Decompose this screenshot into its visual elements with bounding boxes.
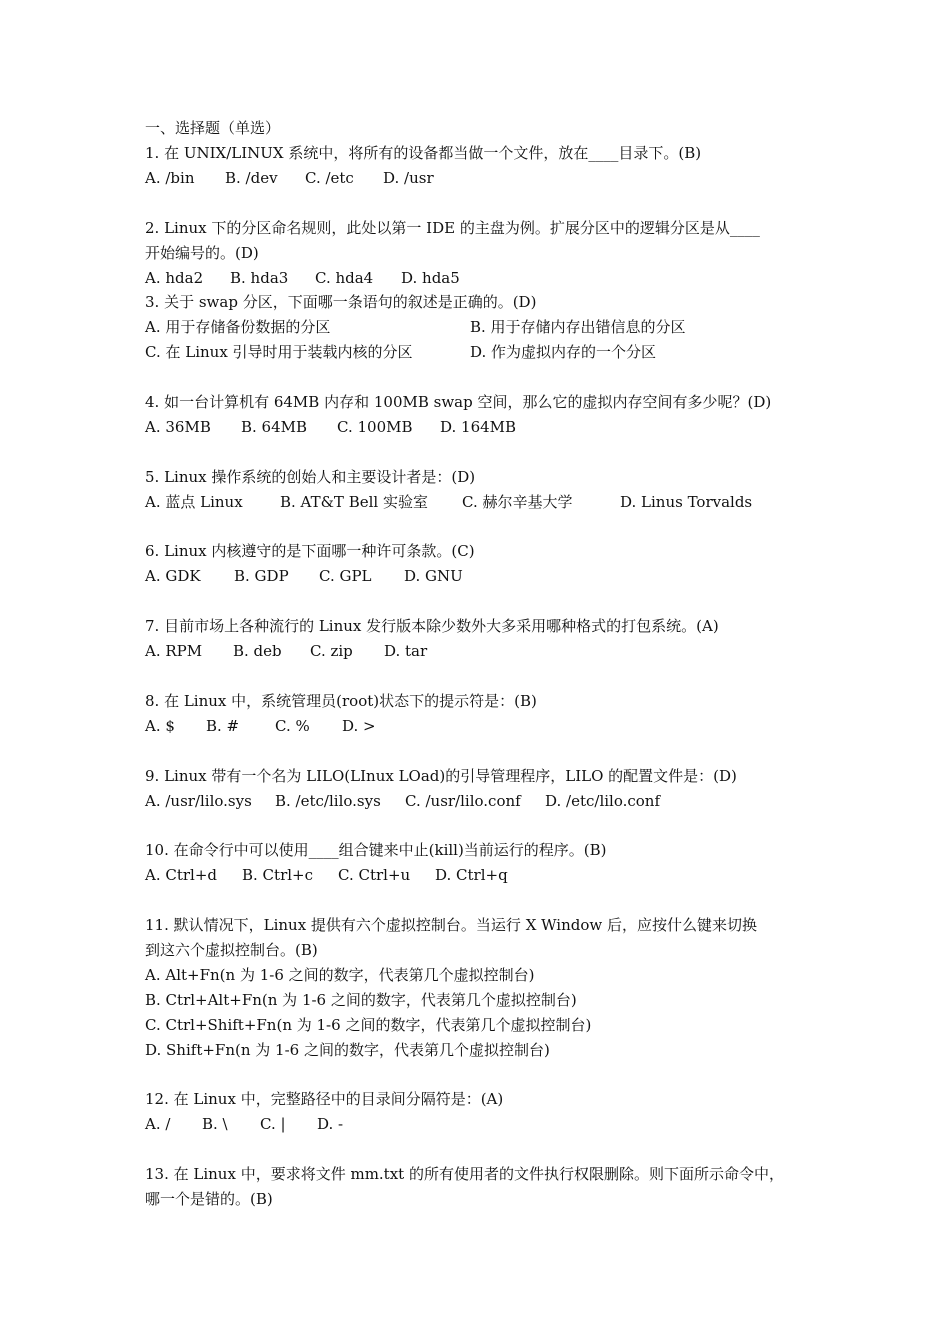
option-a: A. hda2 (145, 269, 204, 287)
question-12-options (145, 1112, 805, 1137)
option-c: C. zip (310, 642, 353, 660)
option-d: D. Ctrl+q (435, 866, 508, 884)
option-d: D. hda5 (401, 269, 460, 287)
option-d: D. /usr (383, 169, 434, 187)
question-2-stem: 2. Linux 下的分区命名规则，此处以第一 IDE 的主盘为例。扩展分区中的逻辑分区是从____ (145, 219, 760, 237)
option-c: C. Ctrl+Shift+Fn(n 为 1-6 之间的数字，代表第几个虚拟控制台) (145, 1016, 592, 1034)
option-d: D. 作为虚拟内存的一个分区 (470, 343, 657, 361)
question-4-options (145, 415, 805, 440)
option-c: C. 100MB (337, 418, 413, 436)
option-c: C. 在 Linux 引导时用于装载内核的分区 (145, 343, 413, 361)
question-13-stem: 哪一个是错的。(B) (145, 1190, 273, 1208)
option-a: A. Ctrl+d (145, 866, 218, 884)
question-1-options (145, 166, 805, 191)
question-5-stem: 5. Linux 操作系统的创始人和主要设计者是：(D) (145, 468, 476, 486)
option-c: C. /etc (305, 169, 354, 187)
option-b: B. Ctrl+c (242, 866, 314, 884)
option-a: A. Alt+Fn(n 为 1-6 之间的数字，代表第几个虚拟控制台) (145, 966, 535, 984)
option-d: D. 164MB (440, 418, 517, 436)
question-11-stem: 11. 默认情况下，Linux 提供有六个虚拟控制台。当运行 X Window 后，应按什么键来切换 (145, 916, 758, 934)
option-c: C. hda4 (315, 269, 374, 287)
option-c: C. % (275, 717, 310, 735)
option-a: A. /bin (145, 169, 195, 187)
question-9-options (145, 789, 805, 814)
option-a: A. 36MB (145, 418, 211, 436)
option-a: A. 蓝点 Linux (145, 493, 243, 511)
option-b: B. /etc/lilo.sys (275, 792, 381, 810)
question-7-options (145, 639, 805, 664)
option-a: A. GDK (145, 567, 201, 585)
option-d: D. tar (384, 642, 428, 660)
option-b: B. GDP (234, 567, 289, 585)
option-d: D. GNU (404, 567, 463, 585)
question-2-stem: 开始编号的。(D) (145, 244, 259, 262)
option-d: D. Shift+Fn(n 为 1-6 之间的数字，代表第几个虚拟控制台) (145, 1041, 550, 1059)
option-a: A. 用于存储备份数据的分区 (145, 318, 331, 336)
question-5-options (145, 490, 805, 515)
option-c: C. GPL (319, 567, 372, 585)
option-d: D. Linus Torvalds (620, 493, 753, 511)
option-b: B. deb (233, 642, 282, 660)
question-10-options (145, 863, 805, 888)
option-a: A. $ (145, 717, 175, 735)
question-1-stem: 1. 在 UNIX/LINUX 系统中，将所有的设备都当做一个文件，放在____目录下。(B) (145, 144, 702, 162)
option-c: C. 赫尔辛基大学 (462, 493, 573, 511)
question-10-stem: 10. 在命令行中可以使用____组合键来中止(kill)当前运行的程序。(B) (145, 841, 607, 859)
option-b: B. 用于存储内存出错信息的分区 (470, 318, 686, 336)
option-b: B. Ctrl+Alt+Fn(n 为 1-6 之间的数字，代表第几个虚拟控制台) (145, 991, 577, 1009)
question-2-options (145, 266, 805, 291)
question-7-stem: 7. 目前市场上各种流行的 Linux 发行版本除少数外大多采用哪种格式的打包系统。(A) (145, 617, 719, 635)
option-a: A. / (145, 1115, 171, 1133)
question-4-stem: 4. 如一台计算机有 64MB 内存和 100MB swap 空间，那么它的虚拟内存空间有多少呢？(D) (145, 393, 772, 411)
option-d: D. > (342, 717, 376, 735)
question-3-options (145, 315, 805, 340)
option-b: B. AT&T Bell 实验室 (280, 493, 428, 511)
question-8-stem: 8. 在 Linux 中，系统管理员(root)状态下的提示符是：(B) (145, 692, 537, 710)
section-title: 一、选择题（单选） (145, 119, 281, 137)
option-c: C. | (260, 1115, 286, 1133)
question-3-options (145, 340, 805, 365)
option-b: B. # (206, 717, 240, 735)
option-b: B. 64MB (241, 418, 308, 436)
question-8-options (145, 714, 805, 739)
option-c: C. /usr/lilo.conf (405, 792, 521, 810)
question-3-stem: 3. 关于 swap 分区，下面哪一条语句的叙述是正确的。(D) (145, 293, 537, 311)
option-b: B. hda3 (230, 269, 289, 287)
option-c: C. Ctrl+u (338, 866, 411, 884)
option-a: A. /usr/lilo.sys (145, 792, 252, 810)
option-a: A. RPM (145, 642, 203, 660)
question-11-stem: 到这六个虚拟控制台。(B) (145, 941, 318, 959)
question-9-stem: 9. Linux 带有一个名为 LILO(LInux LOad)的引导管理程序，LILO 的配置文件是：(D) (145, 767, 737, 785)
option-b: B. \ (202, 1115, 228, 1133)
option-b: B. /dev (225, 169, 278, 187)
question-6-stem: 6. Linux 内核遵守的是下面哪一种许可条款。(C) (145, 542, 475, 560)
option-d: D. /etc/lilo.conf (545, 792, 661, 810)
question-6-options (145, 564, 805, 589)
option-d: D. - (317, 1115, 344, 1133)
question-12-stem: 12. 在 Linux 中，完整路径中的目录间分隔符是：(A) (145, 1090, 504, 1108)
question-13-stem: 13. 在 Linux 中，要求将文件 mm.txt 的所有使用者的文件执行权限删除。则下面所示命令中， (145, 1165, 784, 1183)
